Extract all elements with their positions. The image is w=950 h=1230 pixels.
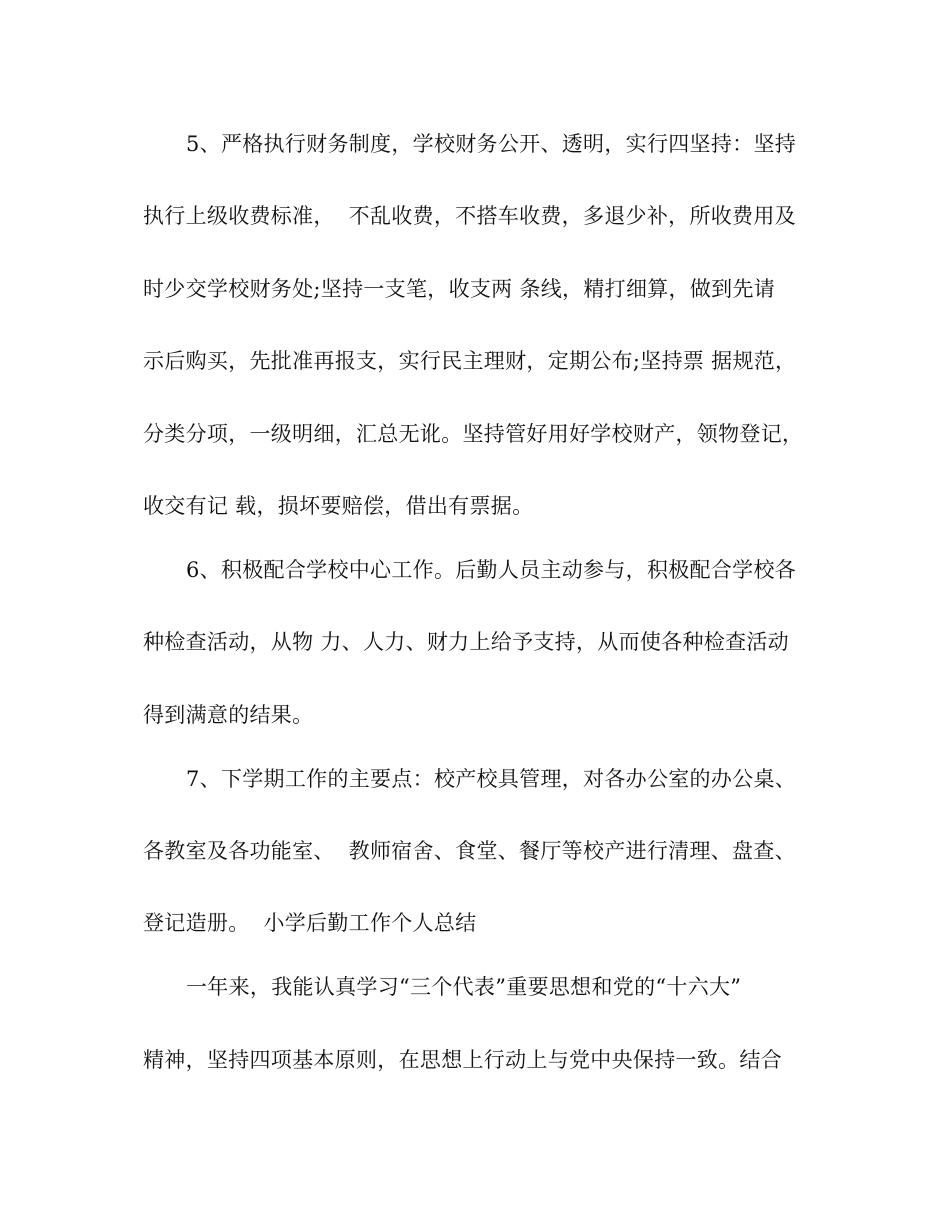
paragraph-5-line-1: 5、严格执行财务制度，学校财务公开、透明，实行四坚持：坚持 xyxy=(186,132,797,156)
paragraph-7-line-3: 登记造册。 小学后勤工作个人总结 xyxy=(143,911,477,935)
paragraph-5-line-3: 时少交学校财务处;坚持一支笔，收支两 条线，精打细算，做到先请 xyxy=(143,277,776,301)
paragraph-7-line-2: 各教室及各功能室、 教师宿舍、食堂、餐厅等校产进行清理、盘查、 xyxy=(143,839,796,863)
paragraph-6-line-3: 得到满意的结果。 xyxy=(143,703,314,727)
paragraph-5-line-4: 示后购买，先批准再报支，实行民主理财，定期公布;坚持票 据规范， xyxy=(143,349,797,373)
paragraph-5-line-5: 分类分项，一级明细，汇总无讹。坚持管好用好学校财产，领物登记， xyxy=(143,422,804,446)
summary-paragraph-line-1: 一年来，我能认真学习“三个代表”重要思想和党的“十六大” xyxy=(186,975,742,999)
paragraph-5-line-6: 收交有记 载，损坏要赔偿，借出有票据。 xyxy=(143,494,534,518)
paragraph-6-line-2: 种检查活动，从物 力、人力、财力上给予支持，从而使各种检查活动 xyxy=(143,630,789,654)
paragraph-5-line-2: 执行上级收费标准， 不乱收费，不搭车收费，多退少补，所收费用及 xyxy=(143,204,796,228)
paragraph-6-line-1: 6、积极配合学校中心工作。后勤人员主动参与，积极配合学校各 xyxy=(186,558,797,582)
paragraph-7-line-1: 7、下学期工作的主要点：校产校具管理，对各办公室的办公桌、 xyxy=(186,767,797,791)
summary-paragraph-line-2: 精神，坚持四项基本原则，在思想上行动上与党中央保持一致。结合 xyxy=(143,1048,782,1072)
